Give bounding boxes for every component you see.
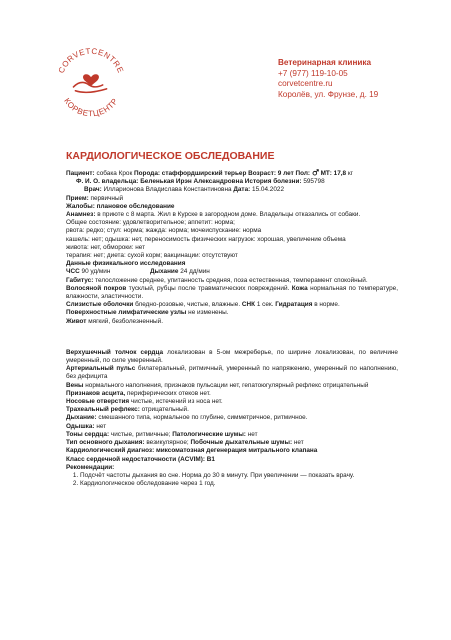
mucosa-label: Слизистые оболочки — [66, 301, 134, 309]
breath-type-value: везикулярное; — [146, 439, 189, 447]
complaints-label: Жалобы: — [66, 202, 95, 210]
breath-type-label: Тип основного дыхания: — [66, 439, 145, 447]
anamnesis-line-4: кашель: нет; одышка: нет, переносимость физических нагрузок: хорошая, увеличение объема — [66, 235, 346, 243]
letterhead — [0, 0, 451, 150]
rr-value: 24 дд/мин — [180, 268, 210, 276]
habitus-label: Габитус: — [66, 276, 94, 284]
weight-unit: кг — [347, 170, 354, 177]
physical-title: Данные физикального исследования — [66, 260, 186, 268]
diagnosis-line: Кардиологический диагноз: миксоматозная дегенерация митрального клапана — [66, 447, 318, 455]
lymph-line — [66, 309, 398, 317]
exam-content — [66, 169, 398, 488]
svg-text:КОРВЕТЦЕНТР — [62, 97, 120, 119]
veins-value: нормального наполнения, признаков пульсации нет, гепатоюгулярный рефлекс отрицательный — [85, 381, 369, 389]
owner-line — [66, 178, 398, 186]
clinic-site: corvetcentre.ru — [278, 79, 333, 88]
lymph-value: не изменены. — [188, 309, 229, 317]
abdomen-label: Живот — [66, 317, 87, 325]
sex-label: Пол: — [295, 170, 311, 177]
clinic-logo — [52, 44, 130, 122]
pulse-line — [66, 365, 398, 381]
apex-label: Верхушечный толчок сердца — [66, 348, 164, 356]
crt-value: 1 сек. — [256, 301, 274, 309]
heart-hand-icon — [73, 74, 106, 92]
anamnesis-line-5: живота: нет, обмороки: нет — [66, 243, 146, 251]
doctor-line — [66, 186, 398, 194]
ascites-value: периферических отеков нет. — [126, 389, 211, 397]
svg-text:CORVETCENTRE — [57, 47, 126, 75]
logo-text-top: CORVETCENTRE — [56, 46, 126, 75]
hr-value: 90 уд/мин — [81, 268, 111, 276]
rr-label: Дыхание — [149, 268, 179, 276]
skin-value: нормальная по температуре, влажности, эластичности. — [66, 284, 398, 301]
coat-value: тусклый, рубцы после травматических повреждений. — [128, 284, 290, 292]
tracheal-label: Трахеальный рефлекс: — [66, 406, 140, 414]
clinic-contacts — [278, 58, 378, 100]
reception-value: первичный — [90, 194, 124, 202]
murmurs-value: нет — [247, 430, 258, 438]
lymph-label: Поверхностные лимфатические узлы — [66, 309, 187, 317]
clinic-name: Ветеринарная клиника — [278, 58, 372, 67]
veins-label: Вены — [66, 381, 84, 389]
patient-value: собака Крок — [96, 170, 133, 177]
doctor-value: Илларионова Владислава Константиновна — [103, 186, 232, 194]
mucosa-line — [66, 301, 398, 309]
adventitious-value: нет — [293, 439, 304, 447]
age-label: Возраст: — [248, 170, 277, 177]
habitus-line — [66, 277, 398, 285]
logo-text-bottom: КОРВЕТЦЕНТР — [62, 96, 120, 119]
age-value: 9 лет — [277, 170, 294, 177]
breed-label: Порода: стаффордширский терьер — [134, 170, 247, 177]
dyspnea-line — [66, 423, 398, 431]
male-sex-icon — [312, 169, 319, 176]
clinic-address: Королёв, ул. Фрунзе, д. 19 — [278, 89, 379, 99]
anamnesis-line — [66, 211, 398, 219]
dyspnea-value: нет — [96, 422, 107, 430]
date-label: Дата: — [233, 186, 251, 194]
date-value: 15.04.2022 — [252, 186, 285, 194]
complaints-line — [66, 203, 398, 211]
ascites-label: Признаков асцита, — [66, 389, 126, 397]
apex-line — [66, 349, 398, 365]
recommendation-item: 1. Подсчёт частоты дыхания во сне. Норма до 30 в минуту. При увеличении — показать врачу. — [80, 472, 398, 480]
document-title: КАРДИОЛОГИЧЕСКОЕ ОБСЛЕДОВАНИЕ — [66, 150, 275, 162]
dyspnea-label: Одышка: — [66, 422, 95, 430]
pulse-value: билатеральный, ритмичный, умеренный по напряжению, умеренный по наполнению, без дефицита — [66, 365, 398, 381]
recommendations-label: Рекомендации: — [66, 463, 115, 471]
ascites-line — [66, 390, 398, 398]
habitus-value: телосложение среднее, упитанность средняя, поза естественная, темперамент спокойный. — [95, 276, 368, 284]
owner-value: Беленькая Ирэн Александровна — [140, 178, 244, 186]
hr-label: ЧСС — [66, 268, 80, 276]
heart-sounds-label: Тоны сердца: — [66, 430, 110, 438]
patient-label: Пациент: — [66, 170, 95, 177]
heart-sounds-value: чистые, ритмичные; — [110, 430, 171, 438]
hydration-label: Гидратация — [275, 301, 313, 309]
apex-value: локализован в 5-ом межреберье, по ширине локализован, по величине умеренный, по силе умеренный. — [66, 348, 398, 365]
abdomen-line — [66, 318, 398, 326]
hydration-value: в норме. — [314, 301, 340, 309]
clinic-phone: +7 (977) 119-10-05 — [278, 68, 348, 78]
breathing-line — [66, 414, 398, 422]
nose-label: Носовые отверстия — [66, 398, 130, 406]
history-value: 595798 — [303, 178, 325, 186]
coat-line — [66, 285, 398, 301]
anamnesis-line-3: рвота: редко; стул: норма; жажда: норма; мочеиспускание: норма — [66, 227, 262, 235]
reception-line — [66, 195, 398, 203]
skin-label: Кожа — [291, 284, 308, 292]
recommendation-item: 2. Кардиологическое обследование через 1 год. — [80, 480, 398, 488]
weight-value: 17,8 — [333, 170, 347, 177]
history-label: История болезни: — [244, 178, 302, 186]
complaints-value: плановое обследование — [96, 202, 175, 210]
vitals-line — [66, 268, 398, 276]
anamnesis-line-6: терапия: нет; диета: сухой корм; вакцинации: отсутствуют — [66, 252, 238, 260]
nose-value: чистые, истечений из носа нет. — [130, 398, 223, 406]
abdomen-value: мягкий, безболезненный. — [88, 317, 163, 325]
breathing-value: смешанного типа, нормальное по глубине, симметричное, ритмичное. — [98, 414, 308, 422]
anamnesis-line-2: Общее состояние: удовлетворительное; аппетит: норма; — [66, 219, 235, 227]
pulse-label: Артериальный пульс — [66, 365, 136, 373]
weight-label: МТ: — [320, 170, 332, 177]
anamnesis-label: Анамнез: — [66, 211, 96, 219]
owner-label: Ф. И. О. владельца: — [76, 178, 139, 186]
recommendations-list — [66, 472, 398, 488]
doctor-label: Врач: — [84, 186, 102, 194]
tracheal-value: отрицательный. — [141, 406, 189, 414]
breathing-label: Дыхание: — [66, 414, 97, 422]
heart-sounds-line — [66, 431, 398, 439]
reception-label: Прием: — [66, 194, 89, 202]
acvim-line: Класс сердечной недостаточности (ACVIM): B1 — [66, 455, 215, 463]
anamnesis-value: в приюте с 8 марта. Жил в Курске в загородном доме. Владельцы отказались от собаки. — [97, 211, 361, 219]
mucosa-value: бледно-розовые, чистые, влажные. — [135, 301, 241, 309]
veins-line — [66, 382, 398, 390]
murmurs-label: Патологические шумы: — [172, 430, 246, 438]
crt-label: СНК — [241, 301, 256, 309]
coat-label: Волосяной покров — [66, 284, 127, 292]
patient-line — [66, 169, 398, 178]
adventitious-label: Побочные дыхательные шумы: — [190, 439, 293, 447]
